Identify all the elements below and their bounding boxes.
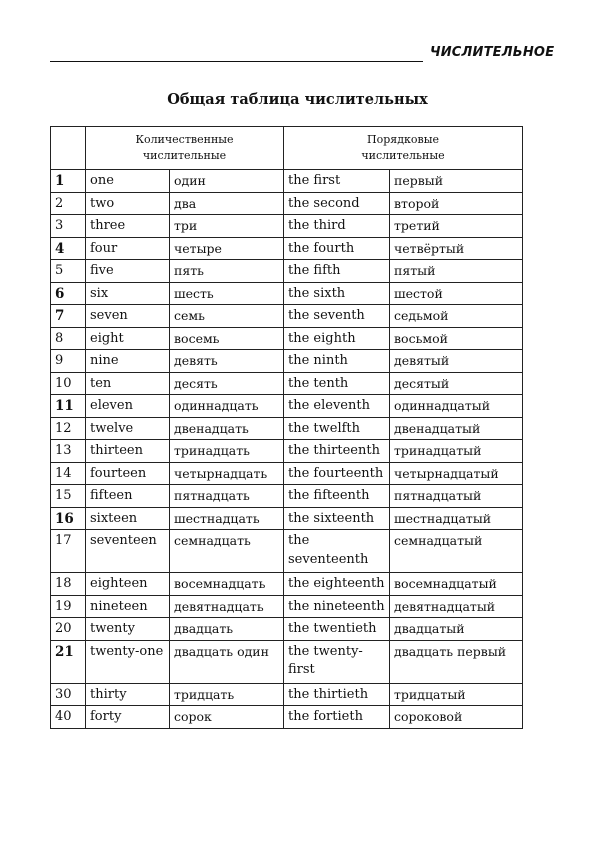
- ordinal-ru-cell: двенадцатый: [390, 417, 523, 440]
- cardinal-ru-cell: четыре: [170, 237, 284, 260]
- ordinal-ru-cell: девятый: [390, 350, 523, 373]
- ordinal-en-cell: the eighth: [284, 327, 390, 350]
- row-number-cell: 4: [51, 237, 86, 260]
- ordinal-ru-cell: девятнадцатый: [390, 595, 523, 618]
- ordinal-en-cell: the first: [284, 170, 390, 193]
- ordinal-ru-cell: семнадцатый: [390, 530, 523, 573]
- page-title: Общая таблица числительных: [167, 91, 428, 108]
- row-number-cell: 7: [51, 305, 86, 328]
- ordinal-en-cell: the nineteenth: [284, 595, 390, 618]
- cardinal-en-cell: eight: [86, 327, 170, 350]
- table-row: [51, 395, 523, 418]
- row-number-cell: 16: [51, 507, 86, 530]
- ordinal-en-cell: the fourth: [284, 237, 390, 260]
- cardinal-en-cell: sixteen: [86, 507, 170, 530]
- cardinal-ru-cell: три: [170, 215, 284, 238]
- ordinal-en-cell: the fifth: [284, 260, 390, 283]
- header-rule: [50, 61, 423, 62]
- cardinal-ru-cell: двадцать: [170, 618, 284, 641]
- row-number-cell: 12: [51, 417, 86, 440]
- table-row: [51, 530, 523, 573]
- row-number-cell: 21: [51, 640, 86, 683]
- row-number-cell: 6: [51, 282, 86, 305]
- ordinal-ru-cell: двадцать первый: [390, 640, 523, 683]
- cardinal-en-cell: eleven: [86, 395, 170, 418]
- row-number-cell: 3: [51, 215, 86, 238]
- row-number-cell: 10: [51, 372, 86, 395]
- cardinal-en-cell: two: [86, 192, 170, 215]
- row-number-cell: 17: [51, 530, 86, 573]
- row-number-cell: 8: [51, 327, 86, 350]
- ordinal-en-cell: the seventeenth: [284, 530, 390, 573]
- table-row: [51, 305, 523, 328]
- cardinal-ru-cell: четырнадцать: [170, 462, 284, 485]
- ordinal-en-cell: the twentieth: [284, 618, 390, 641]
- ordinal-ru-cell: восемнадцатый: [390, 573, 523, 596]
- table-body: [51, 170, 523, 729]
- ordinal-en-cell: the thirtieth: [284, 683, 390, 706]
- cardinal-ru-cell: шестнадцать: [170, 507, 284, 530]
- ordinal-en-cell: the sixteenth: [284, 507, 390, 530]
- row-number-cell: 19: [51, 595, 86, 618]
- cardinal-ru-cell: двадцать один: [170, 640, 284, 683]
- ordinal-ru-cell: восьмой: [390, 327, 523, 350]
- table-row: [51, 507, 523, 530]
- ordinal-ru-cell: тридцатый: [390, 683, 523, 706]
- cardinal-column-header: Количественные числительные: [86, 127, 284, 170]
- row-number-cell: 20: [51, 618, 86, 641]
- ordinal-ru-cell: первый: [390, 170, 523, 193]
- row-number-cell: 15: [51, 485, 86, 508]
- ordinal-ru-cell: шестой: [390, 282, 523, 305]
- table-row: [51, 327, 523, 350]
- ordinal-ru-cell: четырнадцатый: [390, 462, 523, 485]
- ordinal-en-cell: the eighteenth: [284, 573, 390, 596]
- ordinal-ru-cell: пятнадцатый: [390, 485, 523, 508]
- table-row: [51, 440, 523, 463]
- row-number-cell: 30: [51, 683, 86, 706]
- row-number-cell: 5: [51, 260, 86, 283]
- cardinal-en-cell: six: [86, 282, 170, 305]
- ordinal-ru-cell: пятый: [390, 260, 523, 283]
- ordinal-ru-cell: седьмой: [390, 305, 523, 328]
- ordinal-en-cell: the eleventh: [284, 395, 390, 418]
- cardinal-en-cell: eighteen: [86, 573, 170, 596]
- table-row: [51, 595, 523, 618]
- number-column-header: [51, 127, 86, 170]
- cardinal-en-cell: fifteen: [86, 485, 170, 508]
- row-number-cell: 13: [51, 440, 86, 463]
- table-row: [51, 485, 523, 508]
- ordinal-ru-cell: четвёртый: [390, 237, 523, 260]
- cardinal-en-cell: forty: [86, 706, 170, 729]
- table-row: [51, 237, 523, 260]
- ordinal-en-cell: the twelfth: [284, 417, 390, 440]
- ordinal-en-cell: the twenty-first: [284, 640, 390, 683]
- cardinal-ru-cell: шесть: [170, 282, 284, 305]
- cardinal-en-cell: four: [86, 237, 170, 260]
- table-row: [51, 192, 523, 215]
- table-header-row: [51, 127, 523, 170]
- cardinal-en-cell: twenty-one: [86, 640, 170, 683]
- table-row: [51, 706, 523, 729]
- table-row: [51, 618, 523, 641]
- cardinal-ru-cell: семь: [170, 305, 284, 328]
- cardinal-ru-cell: девятнадцать: [170, 595, 284, 618]
- cardinal-ru-cell: один: [170, 170, 284, 193]
- cardinal-ru-cell: девять: [170, 350, 284, 373]
- row-number-cell: 11: [51, 395, 86, 418]
- cardinal-en-cell: seventeen: [86, 530, 170, 573]
- cardinal-en-cell: twenty: [86, 618, 170, 641]
- cardinal-en-cell: three: [86, 215, 170, 238]
- cardinal-ru-cell: два: [170, 192, 284, 215]
- cardinal-ru-cell: семнадцать: [170, 530, 284, 573]
- ordinal-en-cell: the fifteenth: [284, 485, 390, 508]
- ordinal-en-cell: the sixth: [284, 282, 390, 305]
- table-row: [51, 640, 523, 683]
- row-number-cell: 40: [51, 706, 86, 729]
- row-number-cell: 18: [51, 573, 86, 596]
- ordinal-column-header: Порядковые числительные: [284, 127, 523, 170]
- ordinal-ru-cell: десятый: [390, 372, 523, 395]
- ordinal-ru-cell: тринадцатый: [390, 440, 523, 463]
- ordinal-en-cell: the ninth: [284, 350, 390, 373]
- cardinal-ru-cell: сорок: [170, 706, 284, 729]
- cardinal-ru-cell: тринадцать: [170, 440, 284, 463]
- row-number-cell: 2: [51, 192, 86, 215]
- ordinal-en-cell: the third: [284, 215, 390, 238]
- ordinal-en-cell: the fourteenth: [284, 462, 390, 485]
- cardinal-en-cell: twelve: [86, 417, 170, 440]
- cardinal-en-cell: thirteen: [86, 440, 170, 463]
- running-head: ЧИСЛИТЕЛЬНОЕ: [430, 45, 555, 60]
- table-row: [51, 260, 523, 283]
- ordinal-ru-cell: второй: [390, 192, 523, 215]
- table-row: [51, 372, 523, 395]
- cardinal-en-cell: seven: [86, 305, 170, 328]
- cardinal-ru-cell: тридцать: [170, 683, 284, 706]
- table-row: [51, 462, 523, 485]
- cardinal-ru-cell: одиннадцать: [170, 395, 284, 418]
- table-row: [51, 350, 523, 373]
- row-number-cell: 9: [51, 350, 86, 373]
- cardinal-en-cell: fourteen: [86, 462, 170, 485]
- ordinal-ru-cell: третий: [390, 215, 523, 238]
- ordinal-en-cell: the thirteenth: [284, 440, 390, 463]
- row-number-cell: 14: [51, 462, 86, 485]
- ordinal-ru-cell: одиннадцатый: [390, 395, 523, 418]
- cardinal-en-cell: thirty: [86, 683, 170, 706]
- ordinal-en-cell: the second: [284, 192, 390, 215]
- table-row: [51, 417, 523, 440]
- ordinal-ru-cell: сороковой: [390, 706, 523, 729]
- cardinal-ru-cell: десять: [170, 372, 284, 395]
- ordinal-ru-cell: шестнадцатый: [390, 507, 523, 530]
- cardinal-ru-cell: пять: [170, 260, 284, 283]
- ordinal-en-cell: the seventh: [284, 305, 390, 328]
- table-row: [51, 215, 523, 238]
- cardinal-ru-cell: восемь: [170, 327, 284, 350]
- cardinal-en-cell: nine: [86, 350, 170, 373]
- table-row: [51, 573, 523, 596]
- ordinal-en-cell: the fortieth: [284, 706, 390, 729]
- numerals-table: [50, 126, 523, 729]
- cardinal-ru-cell: пятнадцать: [170, 485, 284, 508]
- table-row: [51, 683, 523, 706]
- table-row: [51, 282, 523, 305]
- cardinal-en-cell: ten: [86, 372, 170, 395]
- table-row: [51, 170, 523, 193]
- cardinal-en-cell: five: [86, 260, 170, 283]
- cardinal-ru-cell: двенадцать: [170, 417, 284, 440]
- cardinal-en-cell: nineteen: [86, 595, 170, 618]
- cardinal-ru-cell: восемнадцать: [170, 573, 284, 596]
- cardinal-en-cell: one: [86, 170, 170, 193]
- row-number-cell: 1: [51, 170, 86, 193]
- ordinal-en-cell: the tenth: [284, 372, 390, 395]
- ordinal-ru-cell: двадцатый: [390, 618, 523, 641]
